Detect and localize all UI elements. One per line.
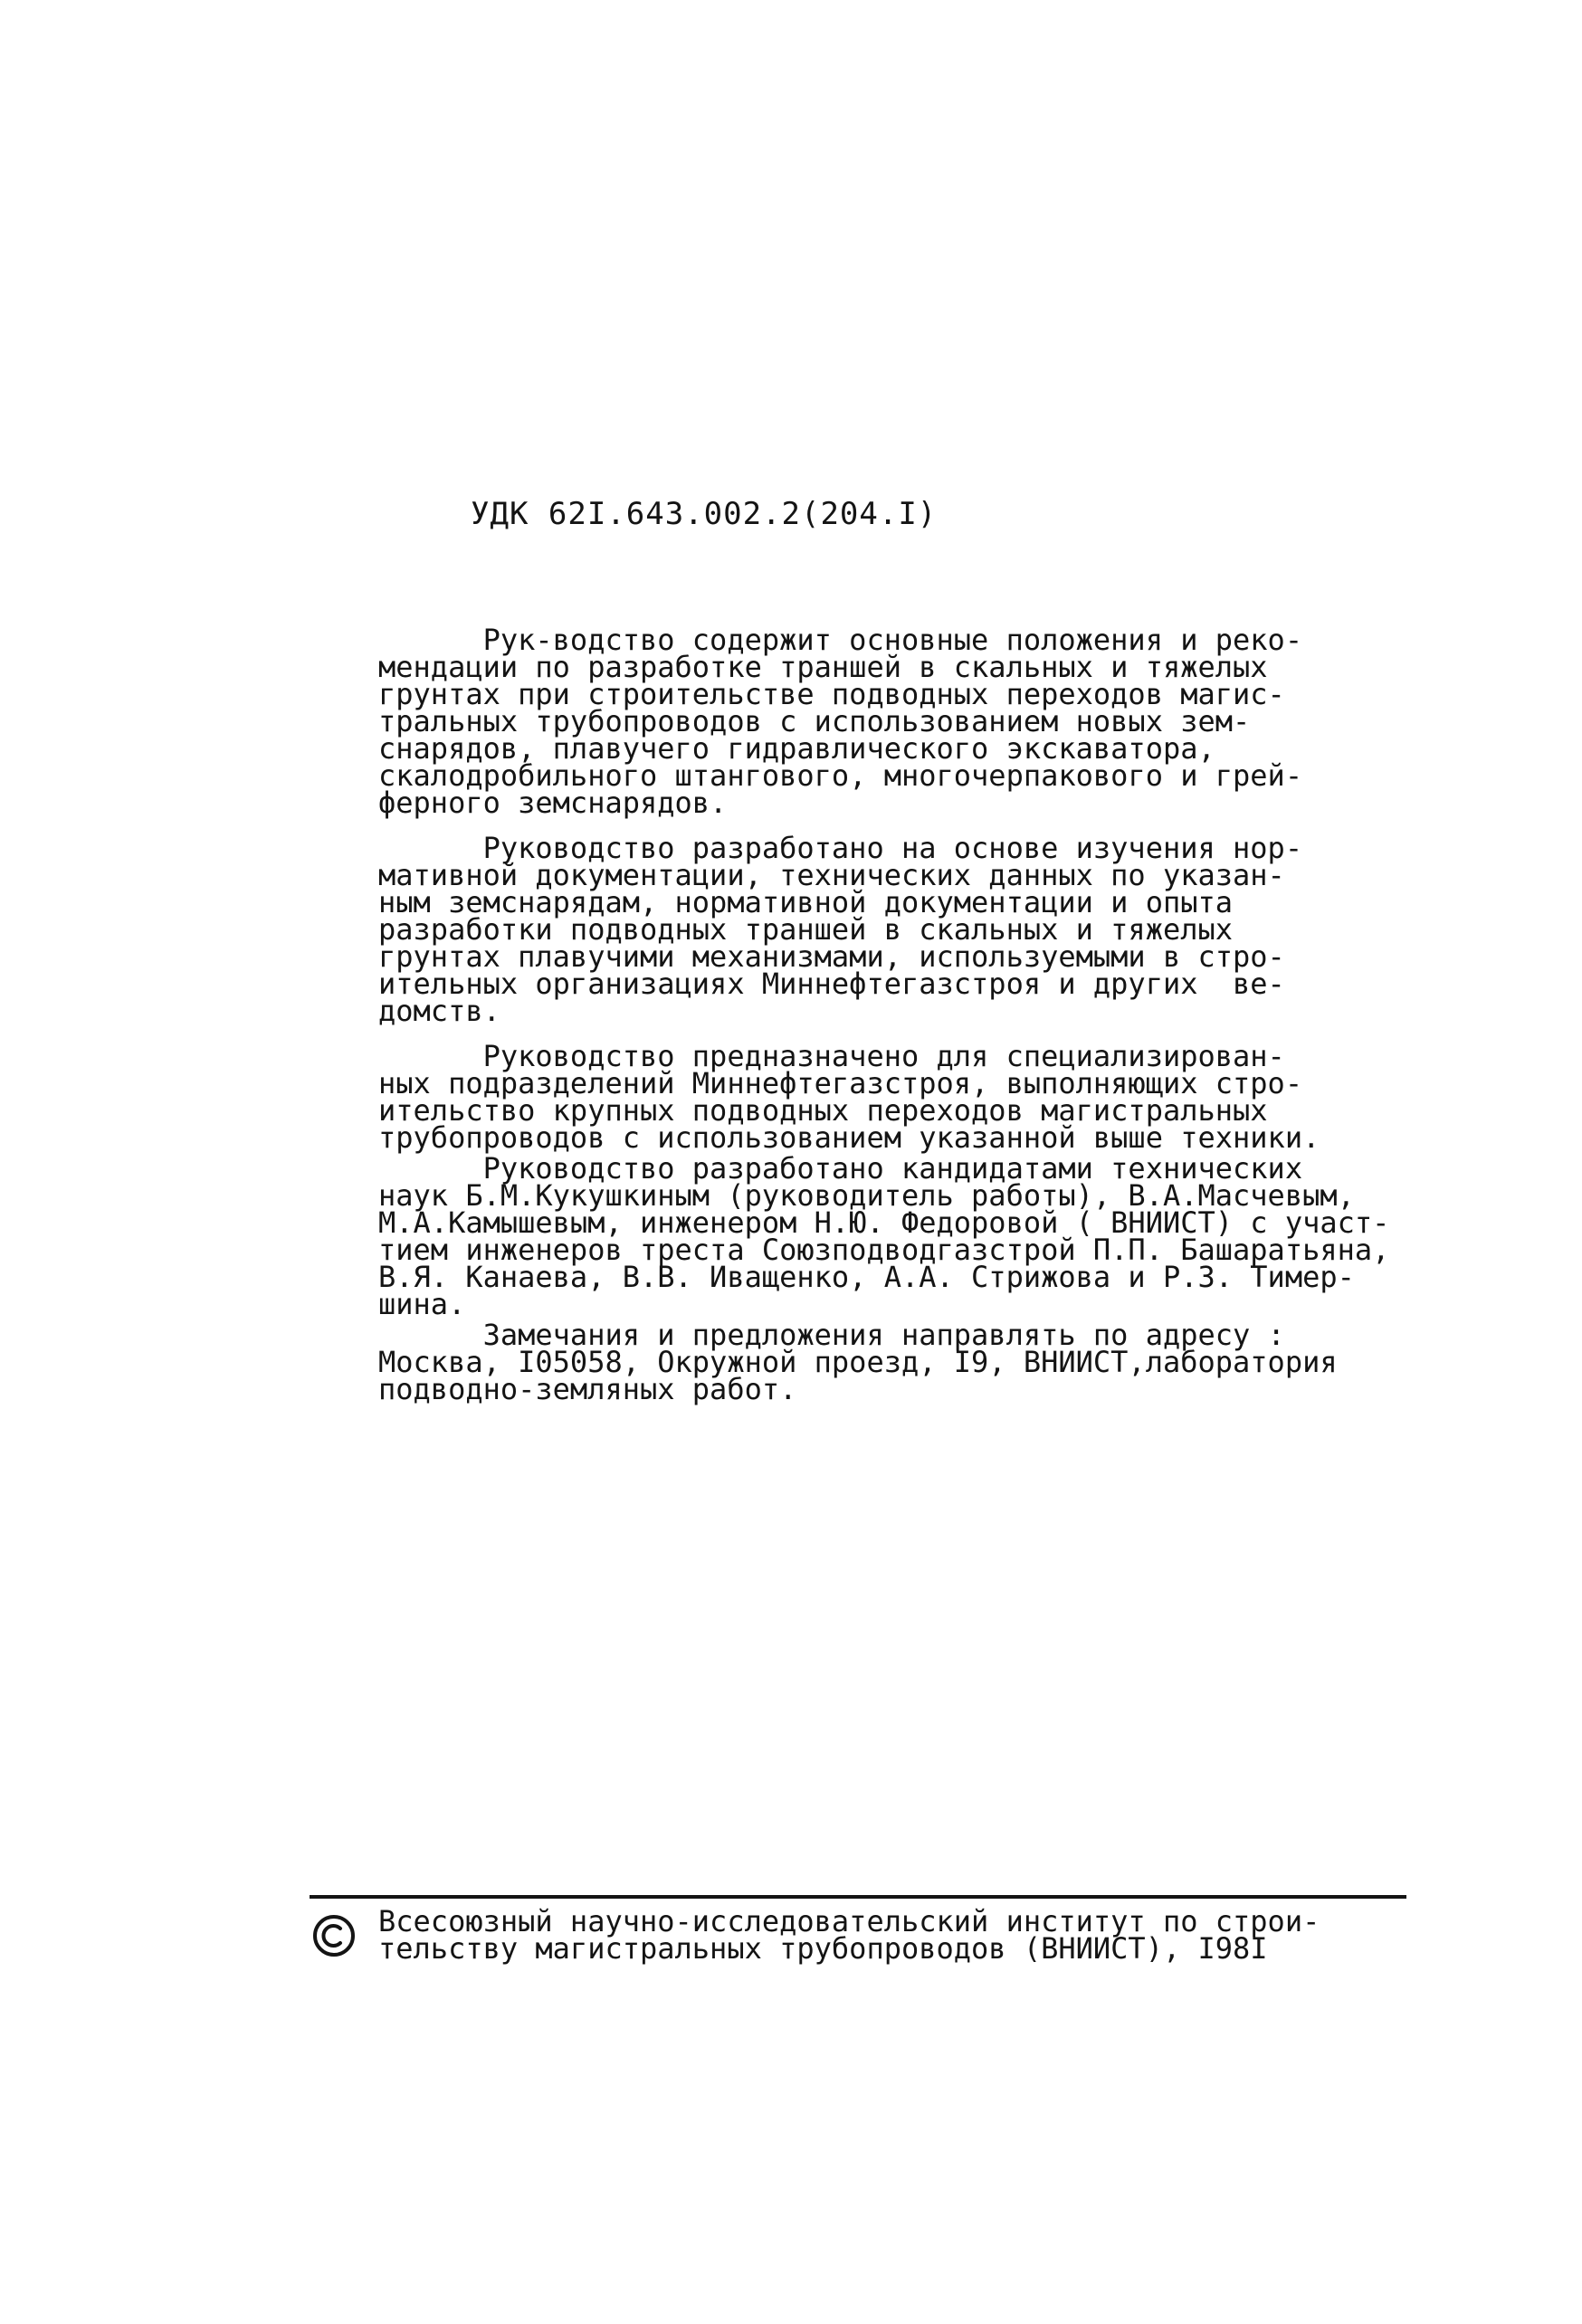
text-line: Всесоюзный научно-исследовательский институт по строи- [378,1904,1320,1938]
text-line: тральных трубопроводов с использованием новых зем- [378,704,1251,738]
document-body [378,623,1464,1406]
text-line: трубопроводов с использованием указанной выше техники. [378,1120,1320,1155]
text-line: ным земснарядам, нормативной документации и опыта [378,885,1234,919]
text-line: грунтах при строительстве подводных переходов магис- [378,677,1285,711]
text-line: ительство крупных подводных переходов магистральных [378,1093,1268,1128]
text-line: Москва, I05058, Окружной проезд, I9, ВНИИСТ,лаборатория [378,1345,1338,1379]
text-line: тельству магистральных трубопроводов (ВНИИСТ), I98I [378,1931,1268,1966]
paragraph-basis [378,831,1464,1028]
footer-divider [310,1895,1406,1899]
text-line: скалодробильного штангового, многочерпакового и грей- [378,758,1303,793]
copyright-notice [311,1904,1406,1980]
text-line: разработки подводных траншей в скальных и тяжелых [378,912,1234,947]
text-line: тием инженеров треста Союзподводгазстрой П.П. Башаратьяна, [378,1233,1390,1267]
text-line: Замечания и предложения направлять по адресу : [378,1318,1285,1352]
text-line: мативной документации, технических данных по указан- [378,858,1285,892]
copyright-text [378,1904,1320,1966]
text-line: снарядов, плавучего гидравлического экскаватора, [378,731,1215,766]
text-line: М.А.Камышевым, инженером Н.Ю. Федоровой ( ВНИИСТ) с участ- [378,1205,1390,1240]
copyright-icon [311,1913,357,1958]
text-line: ительных организациях Миннефтегазстроя и других ве- [378,967,1285,1001]
paragraph-contents-summary [378,623,1464,820]
text-line: наук Б.М.Кукушкиным (руководитель работы), В.А.Масчевым, [378,1178,1355,1213]
text-line: ферного земснарядов. [378,786,728,820]
paragraph-address [378,1318,1464,1406]
text-line: ных подразделений Миннефтегазстроя, выполняющих стро- [378,1066,1303,1100]
paragraph-authors [378,1151,1464,1321]
text-line: шина. [378,1287,466,1321]
text-line: Руководство предназначено для специализирован- [378,1039,1285,1073]
text-line: Рук-водство содержит основные положения и реко- [378,623,1303,657]
text-line: подводно-земляных работ. [378,1372,797,1406]
text-line: мендации по разработке траншей в скальных и тяжелых [378,650,1268,684]
text-line: Руководство разработано кандидатами технических [378,1151,1303,1186]
text-line: грунтах плавучими механизмами, используемыми в стро- [378,939,1285,974]
paragraph-audience [378,1039,1464,1155]
udk-code: УДК 62I.643.002.2(204.I) [471,496,938,532]
text-line: В.Я. Канаева, В.В. Иващенко, А.А. Стрижова и Р.З. Тимер- [378,1260,1355,1294]
text-line: Руководство разработано на основе изучения нор- [378,831,1303,865]
text-line: домств. [378,994,500,1028]
